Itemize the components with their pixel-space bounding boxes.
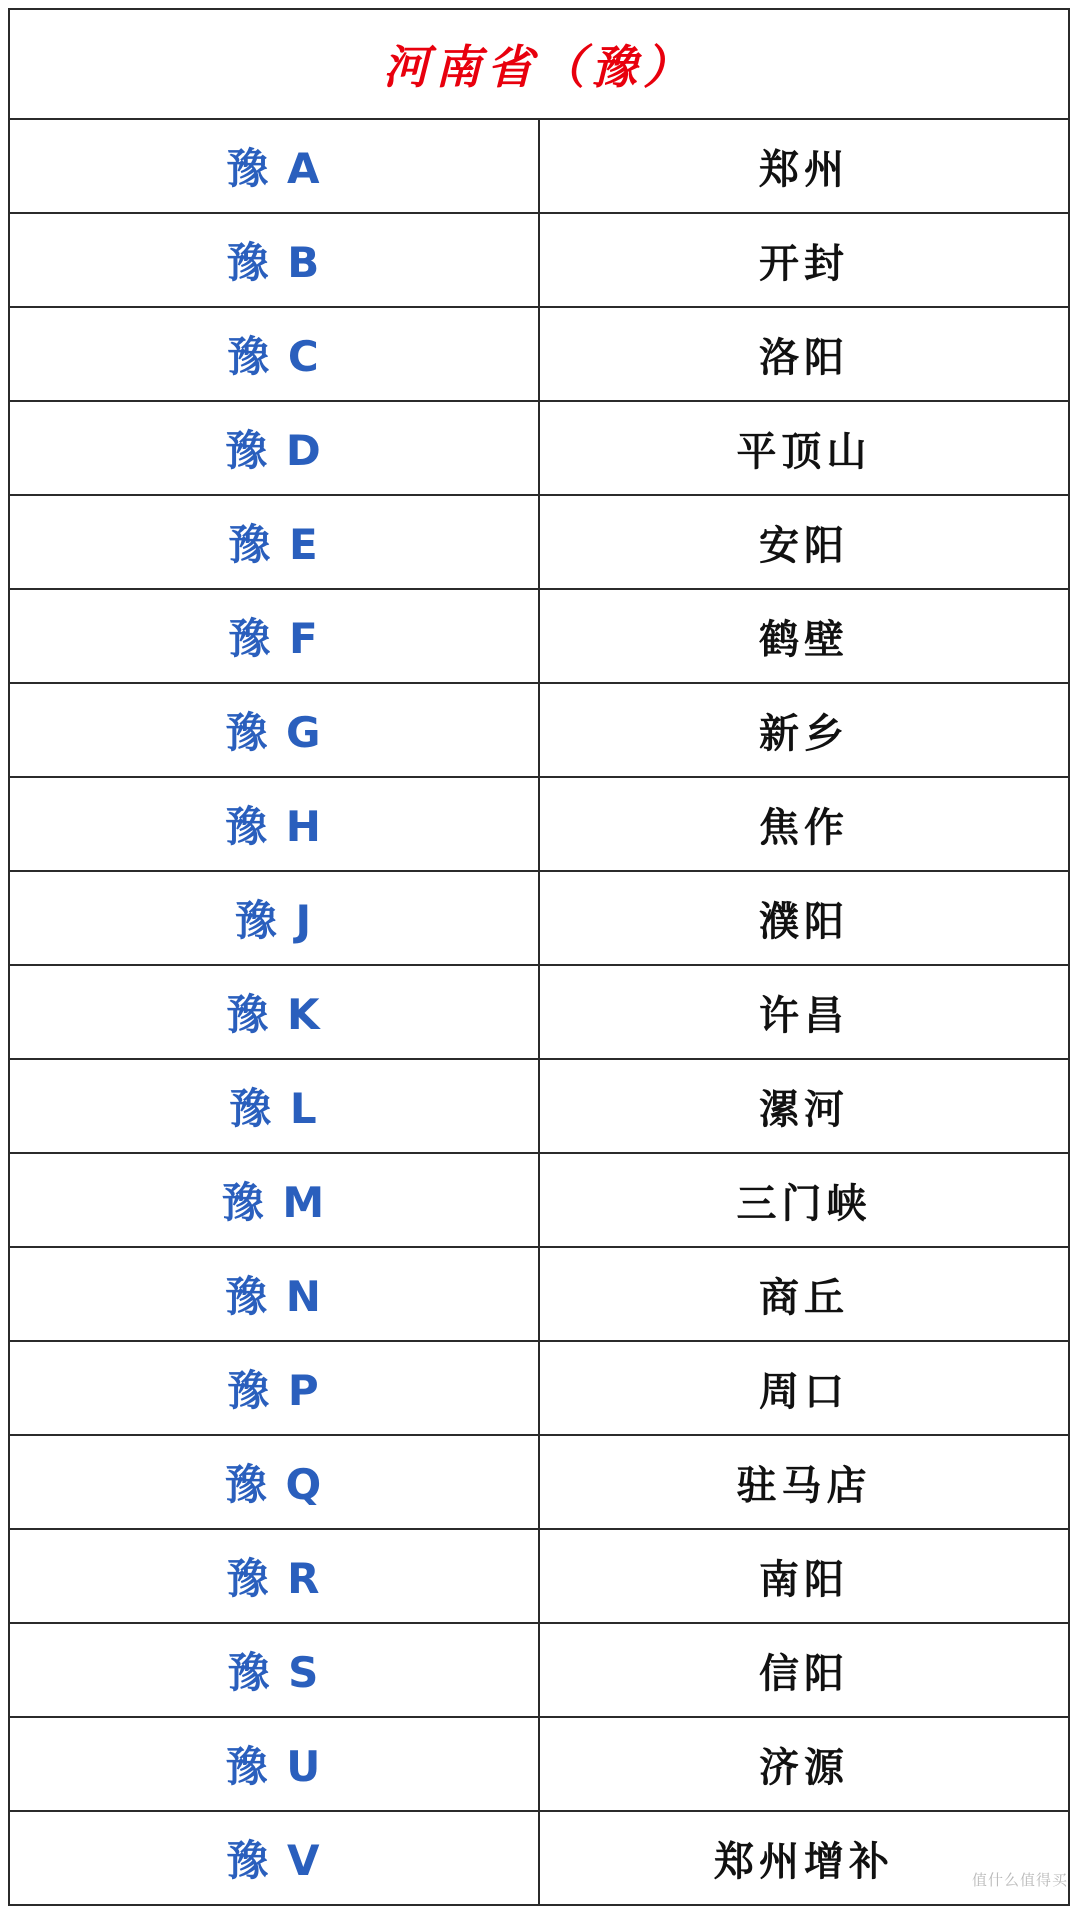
table-row bbox=[9, 119, 1069, 213]
table-body bbox=[9, 9, 1069, 1905]
city-name: 濮阳 bbox=[539, 871, 1069, 965]
table-row bbox=[9, 1717, 1069, 1811]
table-row bbox=[9, 1341, 1069, 1435]
city-name: 济源 bbox=[539, 1717, 1069, 1811]
city-name: 洛阳 bbox=[539, 307, 1069, 401]
table-row bbox=[9, 1811, 1069, 1905]
page-title: 河南省（豫） bbox=[9, 9, 1069, 119]
plate-code: 豫 K bbox=[9, 965, 539, 1059]
plate-code: 豫 E bbox=[9, 495, 539, 589]
city-name: 漯河 bbox=[539, 1059, 1069, 1153]
table-row bbox=[9, 683, 1069, 777]
plate-code: 豫 L bbox=[9, 1059, 539, 1153]
table-row bbox=[9, 589, 1069, 683]
city-name: 郑州增补 bbox=[539, 1811, 1069, 1905]
table-row bbox=[9, 1247, 1069, 1341]
table-row bbox=[9, 1623, 1069, 1717]
plate-code: 豫 H bbox=[9, 777, 539, 871]
plate-code: 豫 G bbox=[9, 683, 539, 777]
table-row bbox=[9, 965, 1069, 1059]
plate-code: 豫 D bbox=[9, 401, 539, 495]
plate-code: 豫 A bbox=[9, 119, 539, 213]
plate-code: 豫 R bbox=[9, 1529, 539, 1623]
table-row bbox=[9, 871, 1069, 965]
plate-code: 豫 M bbox=[9, 1153, 539, 1247]
city-name: 开封 bbox=[539, 213, 1069, 307]
plate-code: 豫 U bbox=[9, 1717, 539, 1811]
table-row bbox=[9, 213, 1069, 307]
plate-code: 豫 C bbox=[9, 307, 539, 401]
city-name: 焦作 bbox=[539, 777, 1069, 871]
table-row bbox=[9, 1435, 1069, 1529]
plate-code: 豫 P bbox=[9, 1341, 539, 1435]
city-name: 信阳 bbox=[539, 1623, 1069, 1717]
plate-code: 豫 N bbox=[9, 1247, 539, 1341]
city-name: 南阳 bbox=[539, 1529, 1069, 1623]
plate-code: 豫 F bbox=[9, 589, 539, 683]
watermark-text: 值什么值得买 bbox=[971, 1871, 1068, 1889]
plate-prefix-table bbox=[8, 8, 1070, 1906]
table-row bbox=[9, 307, 1069, 401]
table-row bbox=[9, 1529, 1069, 1623]
city-name: 三门峡 bbox=[539, 1153, 1069, 1247]
city-name: 平顶山 bbox=[539, 401, 1069, 495]
table-row bbox=[9, 401, 1069, 495]
table-row bbox=[9, 495, 1069, 589]
table-row bbox=[9, 1153, 1069, 1247]
city-name: 商丘 bbox=[539, 1247, 1069, 1341]
license-plate-sheet bbox=[8, 8, 1070, 1888]
city-name: 郑州 bbox=[539, 119, 1069, 213]
city-name: 安阳 bbox=[539, 495, 1069, 589]
city-name: 鹤壁 bbox=[539, 589, 1069, 683]
city-name: 周口 bbox=[539, 1341, 1069, 1435]
table-row bbox=[9, 777, 1069, 871]
city-name: 新乡 bbox=[539, 683, 1069, 777]
plate-code: 豫 Q bbox=[9, 1435, 539, 1529]
plate-code: 豫 V bbox=[9, 1811, 539, 1905]
table-row bbox=[9, 1059, 1069, 1153]
plate-code: 豫 S bbox=[9, 1623, 539, 1717]
table-title-row bbox=[9, 9, 1069, 119]
city-name: 驻马店 bbox=[539, 1435, 1069, 1529]
plate-code: 豫 B bbox=[9, 213, 539, 307]
city-name: 许昌 bbox=[539, 965, 1069, 1059]
plate-code: 豫 J bbox=[9, 871, 539, 965]
